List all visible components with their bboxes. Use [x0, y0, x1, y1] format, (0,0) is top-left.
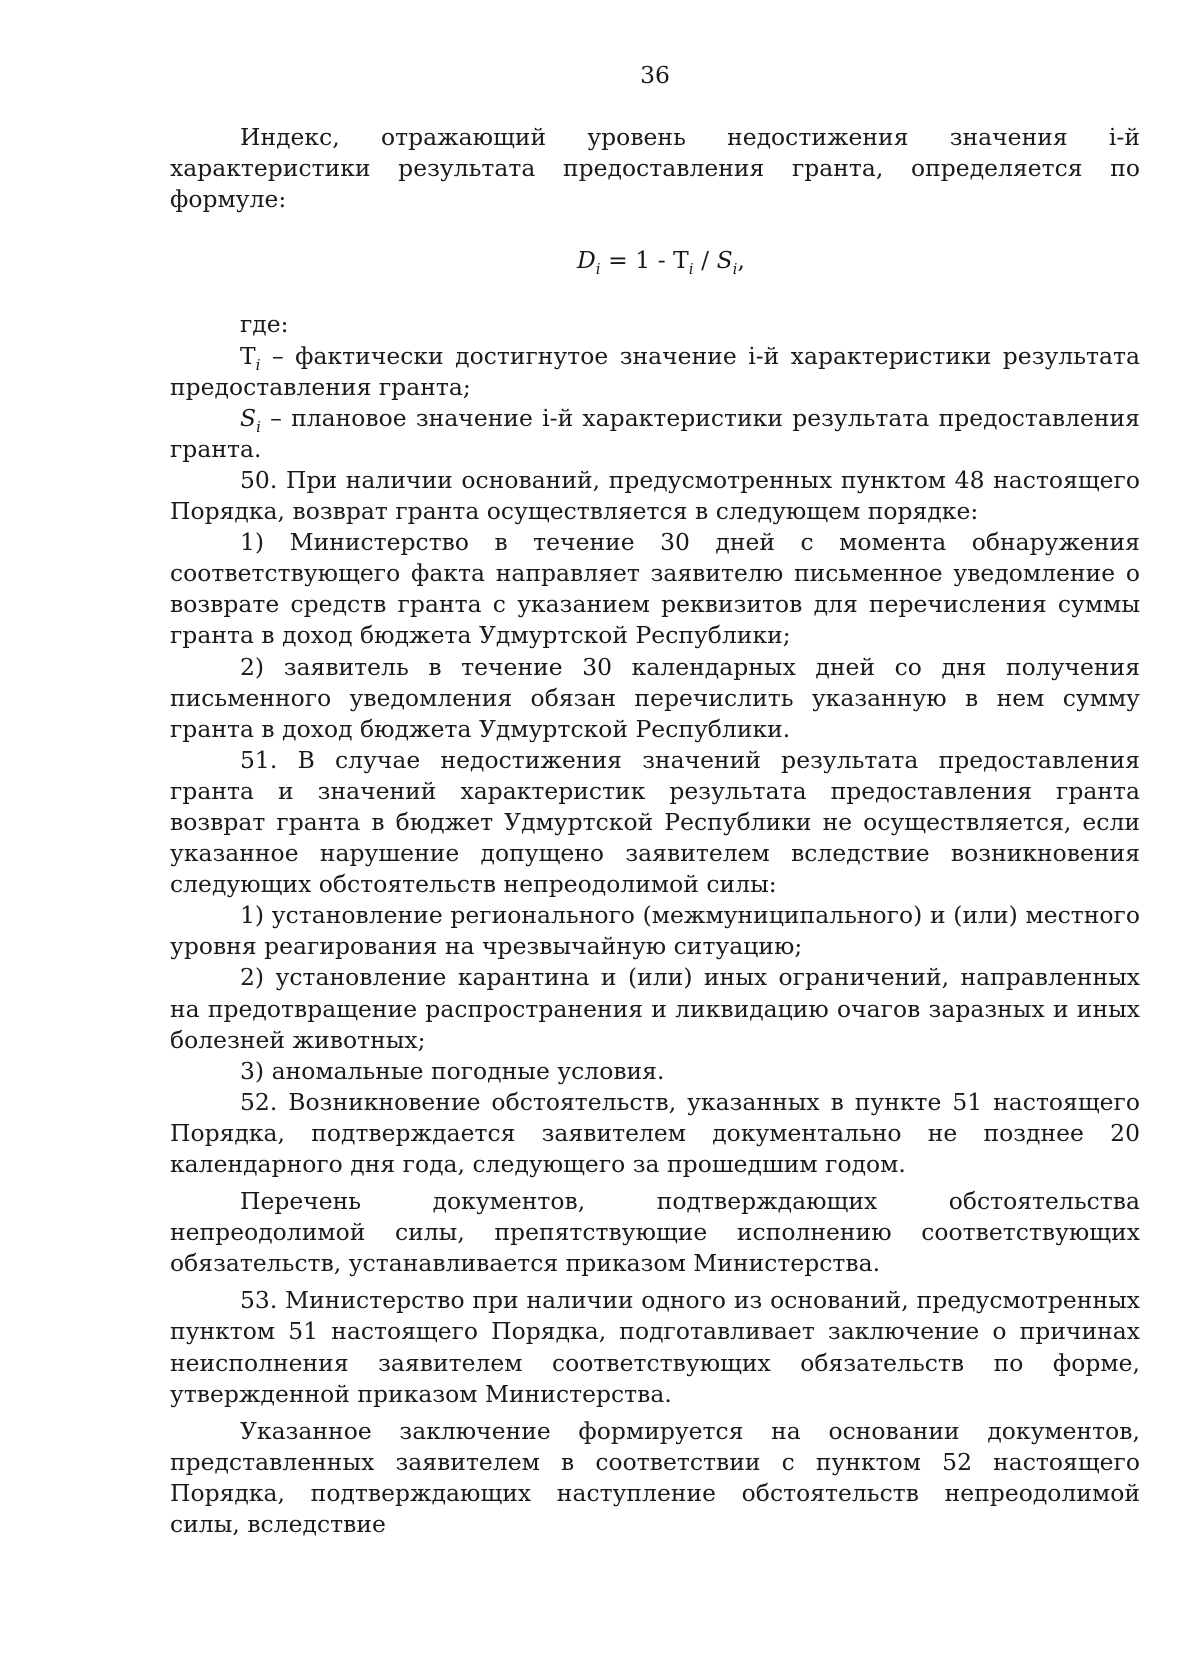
formula-t: T: [673, 246, 689, 275]
formula-s: S: [716, 246, 733, 275]
definition-s-text: – плановое значение i-й характеристики результата предоставления гранта.: [170, 403, 1140, 463]
definition-t-symbol: T: [240, 341, 256, 370]
formula-lhs-sub: i: [595, 260, 601, 279]
paragraph-52-list: Перечень документов, подтверждающих обстоятельства непреодолимой силы, препятствующие исполнению соответствующих обязательств, устанавливается приказом Министерства.: [170, 1187, 1140, 1278]
definition-t-sub: i: [255, 355, 261, 374]
paragraph-50-item-1: 1) Министерство в течение 30 дней с момента обнаружения соответствующего факта направляет заявителю письменное уведомление о возврате средств гранта с указанием реквизитов для перечисления суммы гранта в доход бюджета Удмуртской Республики;: [170, 528, 1140, 650]
definition-t-text: – фактически достигнутое значение i-й характеристики результата предоставления гранта;: [170, 341, 1140, 401]
paragraph-53: 53. Министерство при наличии одного из оснований, предусмотренных пунктом 51 настоящего Порядка, подготавливает заключение о причинах неисполнения заявителем соответствующих обязательств по форме, утвержденной приказом Министерства.: [170, 1286, 1140, 1408]
formula-div: /: [693, 246, 717, 275]
paragraph-53-conclusion: Указанное заключение формируется на основании документов, представленных заявителем в соответствии с пунктом 52 настоящего Порядка, подтверждающих наступление обстоятельств непреодолимой силы, вследствие: [170, 1416, 1140, 1539]
paragraph-50-item-2: 2) заявитель в течение 30 календарных дней со дня получения письменного уведомления обязан перечислить указанную в нем сумму гранта в доход бюджета Удмуртской Республики.: [170, 652, 1140, 743]
page-number: 36: [640, 61, 670, 89]
formula: [170, 245, 1140, 279]
formula-lhs: D: [576, 246, 596, 275]
paragraph-51-item-3: 3) аномальные погодные условия.: [240, 1056, 665, 1085]
definition-s-sub: i: [256, 417, 261, 436]
paragraph-51-item-2: 2) установление карантина и (или) иных ограничений, направленных на предотвращение распространения и ликвидацию очагов заразных и иных болезней животных;: [170, 963, 1140, 1054]
document-page: [170, 60, 1140, 1540]
paragraph-52: 52. Возникновение обстоятельств, указанных в пункте 51 настоящего Порядка, подтверждается заявителем документально не позднее 20 календарного дня года, следующего за прошедшим годом.: [170, 1087, 1140, 1178]
definition-s-symbol: S: [240, 403, 257, 432]
formula-t-sub: i: [688, 260, 694, 279]
paragraph-50: 50. При наличии оснований, предусмотренных пунктом 48 настоящего Порядка, возврат гранта осуществляется в следующем порядке:: [170, 465, 1140, 526]
definition-t: [170, 341, 1140, 403]
formula-eq: = 1 -: [600, 246, 674, 275]
intro-paragraph: Индекс, отражающий уровень недостижения значения i-й характеристики результата предоставления гранта, определяется по формуле:: [170, 123, 1140, 214]
paragraph-51: 51. В случае недостижения значений результата предоставления гранта и значений характеристик результата предоставления гранта возврат гранта в бюджет Удмуртской Республики не осуществляется, если указанное нарушение допущено заявителем вследствие возникновения следующих обстоятельств непреодолимой силы:: [170, 745, 1140, 899]
where-label: где:: [240, 310, 289, 339]
paragraph-51-item-1: 1) установление регионального (межмуниципального) и (или) местного уровня реагирования на чрезвычайную ситуацию;: [170, 901, 1140, 961]
definition-s: [170, 403, 1140, 465]
formula-s-sub: i: [732, 260, 738, 279]
formula-tail: ,: [737, 246, 745, 275]
